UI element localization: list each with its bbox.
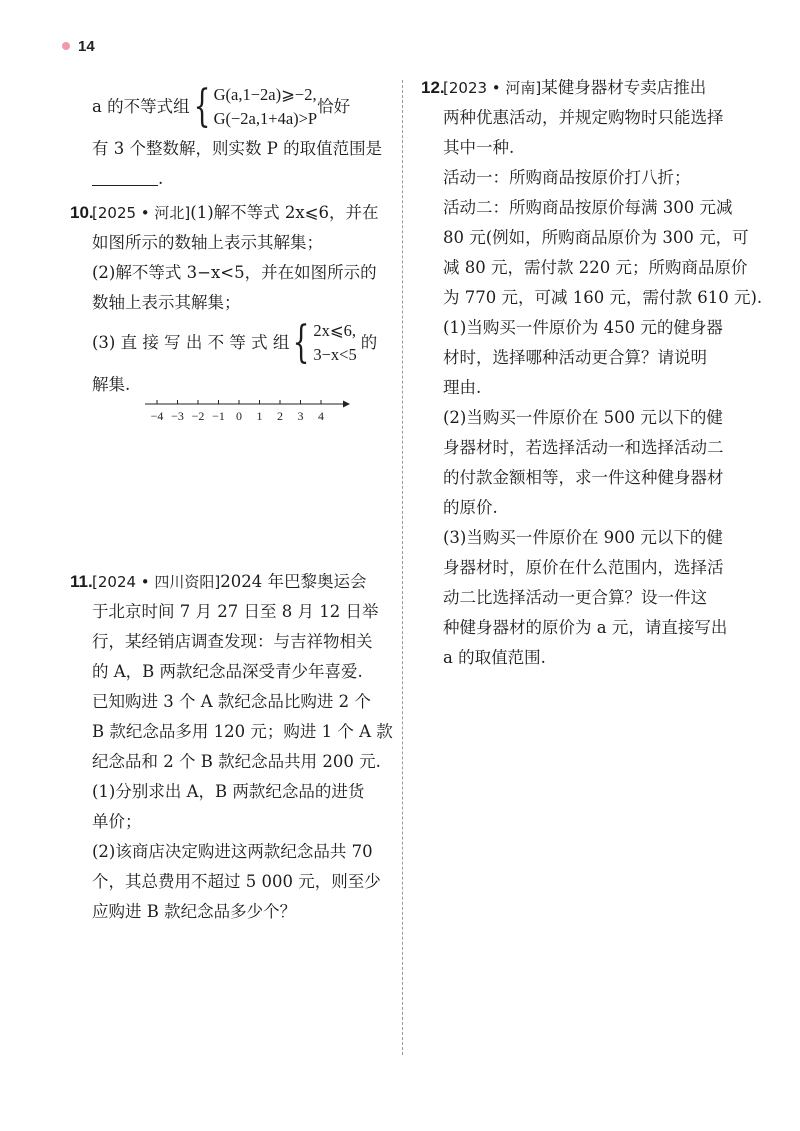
number-line-tick-label: −4 bbox=[150, 409, 164, 423]
q12-line-18: 种健身器材的原价为 a 元，请直接写出 bbox=[443, 618, 728, 637]
question-11-number: 11. bbox=[70, 572, 93, 591]
answer-blank bbox=[92, 167, 158, 186]
q9-line3-row bbox=[92, 164, 390, 194]
q10-inequality-system bbox=[289, 319, 356, 367]
number-line-ticks bbox=[151, 400, 324, 423]
q11-line-0: 2024 年巴黎奥运会 bbox=[220, 572, 367, 591]
number-line-tick-label: −2 bbox=[191, 409, 205, 423]
q12-line-16: 身器材时，原价在什么范围内，选择活 bbox=[443, 558, 724, 577]
q11-line-5: B 款纪念品多用 120 元；购进 1 个 A 款 bbox=[92, 722, 393, 741]
q12-line-15: (3)当购买一件原价在 900 元以下的健 bbox=[443, 528, 723, 547]
q12-line-8: (1)当购买一件原价为 450 元的健身器 bbox=[443, 318, 723, 337]
column-divider bbox=[402, 80, 403, 1055]
number-line bbox=[145, 398, 355, 428]
q10-line3: (2)解不等式 3−x<5，并在如图所示的 bbox=[92, 263, 377, 282]
q11-line-8: 单价； bbox=[92, 812, 142, 831]
q11-line-1: 于北京时间 7 月 27 日至 8 月 12 日举 bbox=[92, 602, 379, 621]
q10-source: [2025 • 河北] bbox=[92, 204, 191, 222]
q12-line-9: 材时，选择哪种活动更合算？请说明 bbox=[443, 348, 707, 367]
q10-line5-prefix: (3) 直 接 写 出 不 等 式 组 bbox=[92, 333, 290, 352]
q10-sys-line2: 3−x<5 bbox=[313, 345, 357, 364]
q11-line-3: 的 A，B 两款纪念品深受青少年喜爱. bbox=[92, 662, 363, 681]
q12-line-5: 80 元(例如，所购商品原价为 300 元，可 bbox=[443, 228, 749, 247]
q12-line-19: a 的取值范围. bbox=[443, 648, 546, 667]
page-number-text: 14 bbox=[78, 38, 95, 55]
number-line-tick-label: −1 bbox=[212, 409, 225, 423]
q11-line-2: 行，某经销店调查发现：与吉祥物相关 bbox=[92, 632, 373, 651]
q12-line-0: 某健身器材专卖店推出 bbox=[541, 78, 707, 97]
brace-symbol: { bbox=[193, 81, 210, 132]
q9-sys-line1: G(a,1−2a)⩾−2, bbox=[213, 85, 317, 104]
question-12-number: 12. bbox=[421, 78, 445, 97]
q12-line-14: 的原价. bbox=[443, 498, 498, 517]
q11-line-6: 纪念品和 2 个 B 款纪念品共用 200 元. bbox=[92, 752, 381, 771]
q12-line-4: 活动二：所购商品按原价每满 300 元减 bbox=[443, 198, 733, 217]
q9-sys-line2: G(−2a,1+4a)>P bbox=[213, 109, 318, 128]
q12-line-1: 两种优惠活动，并规定购物时只能选择 bbox=[443, 108, 724, 127]
number-line-tick-label: 1 bbox=[256, 409, 263, 423]
q12-line-10: 理由. bbox=[443, 378, 482, 397]
q12-line-13: 的付款金额相等，求一件这种健身器材 bbox=[443, 468, 724, 487]
q10-line1: (1)解不等式 2x⩽6，并在 bbox=[190, 203, 379, 222]
q9-inequality-system bbox=[190, 83, 318, 131]
q9-line3: . bbox=[158, 169, 164, 188]
q12-line-11: (2)当购买一件原价在 500 元以下的健 bbox=[443, 408, 723, 427]
number-line-tick-label: 3 bbox=[297, 409, 304, 423]
q10-line6: 解集. bbox=[92, 375, 131, 394]
number-line-tick-label: 2 bbox=[277, 409, 283, 423]
q9-prefix: a 的不等式组 bbox=[92, 97, 190, 116]
q11-line-4: 已知购进 3 个 A 款纪念品比购进 2 个 bbox=[92, 692, 371, 711]
page-marker-dot bbox=[62, 42, 70, 50]
left-column bbox=[70, 81, 390, 400]
number-line-tick-label: −3 bbox=[171, 409, 184, 423]
q10-line5-suffix: 的 bbox=[360, 333, 378, 352]
q9-line2: 有 3 个整数解，则实数 P 的取值范围是 bbox=[92, 139, 383, 158]
q11-line-9: (2)该商店决定购进这两款纪念品共 70 bbox=[92, 842, 373, 861]
page-number bbox=[62, 38, 95, 55]
q11-line-10: 个，其总费用不超过 5 000 元，则至少 bbox=[92, 872, 381, 891]
q12-line-17: 动二比选择活动一更合算？设一件这 bbox=[443, 588, 707, 607]
question-12 bbox=[421, 73, 763, 673]
brace-symbol: { bbox=[292, 317, 310, 368]
q12-line-3: 活动一：所购商品按原价打八折； bbox=[443, 168, 691, 187]
q12-line-12: 身器材时，若选择活动一和选择活动二 bbox=[443, 438, 724, 457]
q11-source: [2024 • 四川资阳] bbox=[92, 573, 221, 591]
question-10-number: 10. bbox=[70, 203, 94, 222]
q12-line-2: 其中一种. bbox=[443, 138, 515, 157]
q10-line2: 如图所示的数轴上表示其解集； bbox=[92, 233, 323, 252]
q9-suffix: 恰好 bbox=[317, 97, 351, 116]
q10-sys-line1: 2x⩽6, bbox=[313, 321, 357, 340]
question-11 bbox=[70, 567, 393, 927]
q10-line4: 数轴上表示其解集； bbox=[92, 293, 241, 312]
q11-line-7: (1)分别求出 A，B 两款纪念品的进货 bbox=[92, 782, 365, 801]
q12-line-6: 减 80 元，需付款 220 元；所购商品原价 bbox=[443, 258, 748, 277]
question-10 bbox=[70, 198, 390, 400]
q12-source: [2023 • 河南] bbox=[443, 79, 542, 97]
q11-line-11: 应购进 B 款纪念品多少个？ bbox=[92, 902, 297, 921]
question-9-continuation bbox=[92, 82, 390, 194]
number-line-tick-label: 0 bbox=[236, 409, 242, 423]
number-line-arrow bbox=[343, 401, 350, 408]
q12-line-7: 为 770 元，可减 160 元，需付款 610 元). bbox=[443, 288, 763, 307]
number-line-tick-label: 4 bbox=[318, 409, 324, 423]
